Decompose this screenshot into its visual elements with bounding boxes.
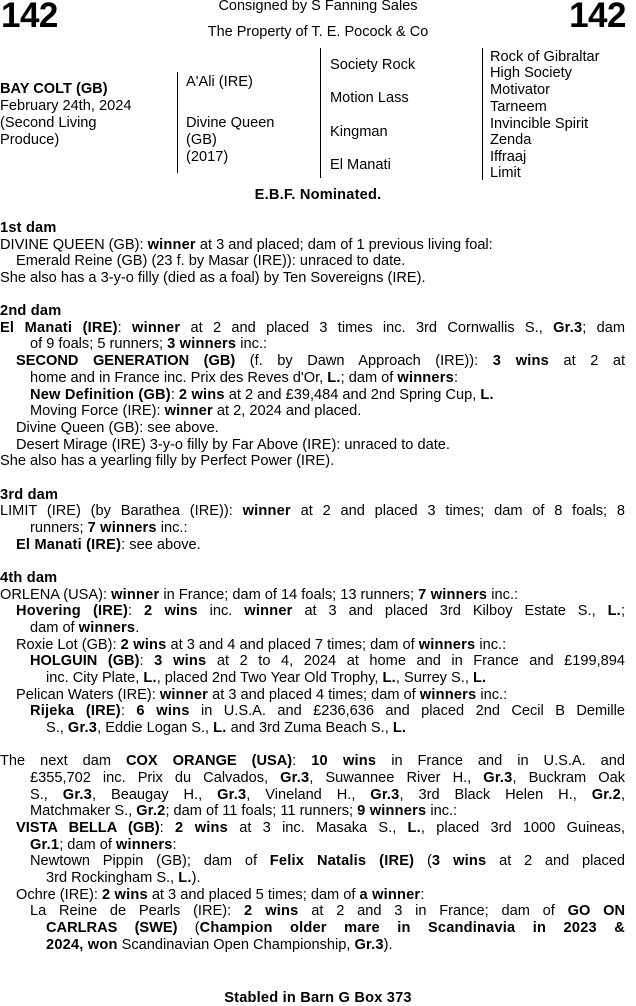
third-dam-line-3: El Manati (IRE): see above. bbox=[16, 537, 201, 553]
fourth-dam-line-3: dam of winners. bbox=[30, 620, 140, 636]
consignor-line: Consigned by S Fanning Sales bbox=[218, 0, 418, 14]
fourth-dam-line-1: ORLENA (USA): winner in France; dam of 14 foals; 13 runners; 7 winners inc.: bbox=[0, 587, 519, 603]
pedigree-divider-3 bbox=[482, 48, 483, 180]
next-dam-line-7: Newtown Pippin (GB); dam of Felix Natalis (IRE) (3 wins at 2 and placed bbox=[30, 853, 625, 869]
ggparent-7: Iffraaj bbox=[490, 149, 527, 165]
next-dam-line-4: Matchmaker S., Gr.2; dam of 11 foals; 11 runners; 9 winners inc.: bbox=[30, 803, 458, 819]
horse-produce-1: (Second Living bbox=[0, 115, 97, 131]
fourth-dam-line-4: Roxie Lot (GB): 2 wins at 3 and 4 and placed 7 times; dam of winners inc.: bbox=[16, 637, 507, 653]
ggparent-8: Limit bbox=[490, 165, 521, 181]
dam-name-3: (2017) bbox=[186, 149, 229, 165]
next-dam-line-3: S., Gr.3, Beaugay H., Gr.3, Vineland H., Gr.3, 3rd Black Helen H., Gr.2, bbox=[30, 787, 625, 803]
next-dam-line-6: Gr.1; dam of winners: bbox=[30, 837, 177, 853]
next-dam-line-9: Ochre (IRE): 2 wins at 3 and placed 5 times; dam of a winner: bbox=[16, 887, 425, 903]
next-dam-line-1: The next dam COX ORANGE (USA): 10 wins in France and in U.S.A. and bbox=[0, 753, 626, 769]
third-dam-line-1: LIMIT (IRE) (by Barathea (IRE)): winner at 2 and placed 3 times; dam of 8 foals; 8 bbox=[0, 503, 625, 519]
grandsire-2: Kingman bbox=[330, 124, 388, 140]
ggparent-2: High Society bbox=[490, 65, 572, 81]
dam-name-2: (GB) bbox=[186, 132, 217, 148]
fourth-dam-line-7: Pelican Waters (IRE): winner at 3 and placed 4 times; dam of winners inc.: bbox=[16, 687, 508, 703]
first-dam-line-1: DIVINE QUEEN (GB): winner at 3 and placed; dam of 1 previous living foal: bbox=[0, 237, 493, 253]
second-dam-line-7: Divine Queen (GB): see above. bbox=[16, 420, 219, 436]
second-dam-line-3: SECOND GENERATION (GB) (f. by Dawn Approach (IRE)): 3 wins at 2 at bbox=[16, 353, 626, 369]
granddam-2: El Manati bbox=[330, 157, 391, 173]
next-dam-line-12: 2024, won Scandinavian Open Championship, Gr.3). bbox=[46, 937, 393, 953]
second-dam-line-4: home and in France inc. Prix des Reves d'Or, L.; dam of winners: bbox=[30, 370, 459, 386]
lot-number-right: 142 bbox=[569, 0, 626, 35]
fourth-dam-line-8: Rijeka (IRE): 6 wins in U.S.A. and £236,636 and placed 2nd Cecil B Demille bbox=[30, 703, 626, 719]
section-4th-dam: 4th dam bbox=[0, 570, 58, 586]
horse-produce-2: Produce) bbox=[0, 132, 60, 148]
granddam-1: Motion Lass bbox=[330, 90, 409, 106]
second-dam-line-5: New Definition (GB): 2 wins at 2 and £39,484 and 2nd Spring Cup, L. bbox=[30, 387, 494, 403]
ggparent-6: Zenda bbox=[490, 132, 532, 148]
section-1st-dam: 1st dam bbox=[0, 220, 57, 236]
second-dam-line-2: of 9 foals; 5 runners; 3 winners inc.: bbox=[30, 336, 268, 352]
section-2nd-dam: 2nd dam bbox=[0, 303, 62, 319]
second-dam-line-8: Desert Mirage (IRE) 3-y-o filly by Far Above (IRE): unraced to date. bbox=[16, 437, 450, 453]
second-dam-line-6: Moving Force (IRE): winner at 2, 2024 and placed. bbox=[30, 403, 362, 419]
third-dam-line-2: runners; 7 winners inc.: bbox=[30, 520, 188, 536]
horse-foaled: February 24th, 2024 bbox=[0, 98, 132, 114]
dam-name-1: Divine Queen bbox=[186, 115, 275, 131]
section-3rd-dam: 3rd dam bbox=[0, 487, 59, 503]
sire-name: A'Ali (IRE) bbox=[186, 74, 253, 90]
ggparent-4: Tarneem bbox=[490, 99, 547, 115]
ggparent-3: Motivator bbox=[490, 82, 551, 98]
grandsire-1: Society Rock bbox=[330, 57, 416, 73]
second-dam-line-9: She also has a yearling filly by Perfect Power (IRE). bbox=[0, 453, 335, 469]
fourth-dam-line-2: Hovering (IRE): 2 wins inc. winner at 3 and placed 3rd Kilboy Estate S., L.; bbox=[16, 603, 625, 619]
next-dam-line-5: VISTA BELLA (GB): 2 wins at 3 inc. Masaka S., L., placed 3rd 1000 Guineas, bbox=[16, 820, 626, 836]
fourth-dam-line-6: inc. City Plate, L., placed 2nd Two Year Old Trophy, L., Surrey S., L. bbox=[46, 670, 487, 686]
next-dam-line-11: CARLRAS (SWE) (Champion older mare in Scandinavia in 2023 & bbox=[46, 920, 625, 936]
fourth-dam-line-5: HOLGUIN (GB): 3 wins at 2 to 4, 2024 at home and in France and £199,894 bbox=[30, 653, 625, 669]
second-dam-line-1: El Manati (IRE): winner at 2 and placed 3 times inc. 3rd Cornwallis S., Gr.3; dam bbox=[0, 320, 626, 336]
stabled-footer: Stabled in Barn G Box 373 bbox=[224, 990, 412, 1006]
lot-number-left: 142 bbox=[1, 0, 58, 35]
ggparent-5: Invincible Spirit bbox=[490, 116, 589, 132]
pedigree-divider-2 bbox=[320, 48, 321, 178]
pedigree-divider-1 bbox=[177, 72, 178, 173]
horse-title: BAY COLT (GB) bbox=[0, 81, 108, 97]
next-dam-line-2: £355,702 inc. Prix du Calvados, Gr.3, Suwannee River H., Gr.3, Buckram Oak bbox=[30, 770, 625, 786]
ebf-nomination: E.B.F. Nominated. bbox=[254, 187, 382, 203]
fourth-dam-line-9: S., Gr.3, Eddie Logan S., L. and 3rd Zuma Beach S., L. bbox=[46, 720, 407, 736]
first-dam-line-3: She also has a 3-y-o filly (died as a foal) by Ten Sovereigns (IRE). bbox=[0, 270, 426, 286]
property-line: The Property of T. E. Pocock & Co bbox=[207, 24, 429, 40]
next-dam-line-10: La Reine de Pearls (IRE): 2 wins at 2 and 3 in France; dam of GO ON bbox=[30, 903, 625, 919]
ggparent-1: Rock of Gibraltar bbox=[490, 49, 600, 65]
next-dam-line-8: 3rd Rockingham S., L.). bbox=[46, 870, 201, 886]
first-dam-line-2: Emerald Reine (GB) (23 f. by Masar (IRE)): unraced to date. bbox=[16, 253, 406, 269]
